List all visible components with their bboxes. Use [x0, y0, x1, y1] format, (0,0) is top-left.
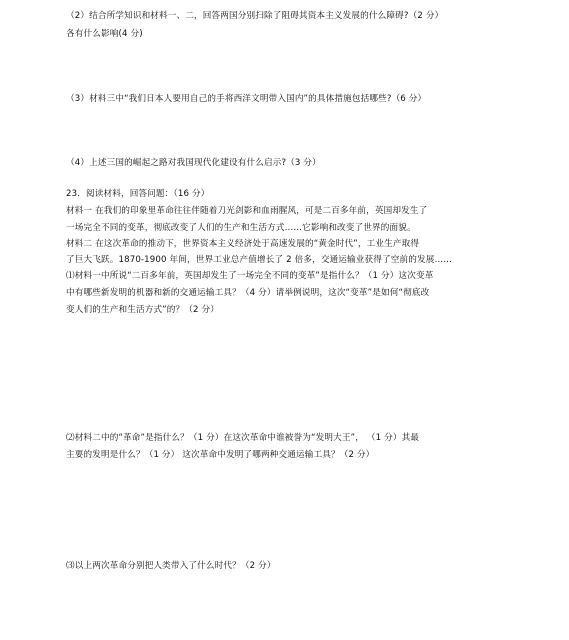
- material-2-line-1: 材料二 在这次革命的推动下，世界资本主义经济处于高速发展的“黄金时代”，工业生产取得: [66, 239, 420, 249]
- question-2-line-1: （2）结合所学知识和材料一、二，回答两国分别扫除了阻碍其资本主义发展的什么障碍?（2 分）: [66, 11, 444, 21]
- sub-question-3: ⑶以上两次革命分别把人类带入了什么时代？（2 分）: [66, 561, 276, 571]
- material-1-line-2: 一场完全不同的变革，彻底改变了人们的生产和生活方式……它影响和改变了世界的面貌。: [66, 223, 416, 233]
- question-23-title: 23．阅读材料，回答问题：（16 分）: [66, 189, 210, 199]
- question-2-line-2: 各有什么影响(4 分): [66, 29, 143, 39]
- question-4: （4）上述三国的崛起之路对我国现代化建设有什么启示?（3 分）: [66, 158, 321, 168]
- question-3: （3）材料三中“我们日本人要用自己的手将西洋文明带入国内”的具体措施包括哪些?（6 分）: [66, 94, 427, 104]
- sub-question-2-line-1: ⑵材料二中的“革命”是指什么？（1 分）在这次革命中谁被誉为“发明大王”， （1 分）其最: [66, 433, 420, 443]
- sub-question-1-line-2: 中有哪些新发明的机器和新的交通运输工具？（4 分）请举例说明，这次“变革”是如何“彻底改: [66, 288, 430, 298]
- sub-question-1-line-1: ⑴材料一中所说“二百多年前，英国却发生了一场完全不同的变革”是指什么？（1 分）这次变革: [66, 271, 434, 281]
- sub-question-1-line-3: 变人们的生产和生活方式”的？（2 分）: [66, 305, 220, 315]
- material-1-line-1: 材料一 在我们的印象里革命往往伴随着刀光剑影和血雨腥风，可是二百多年前，英国却发生了: [66, 206, 428, 216]
- sub-question-2-line-2: 主要的发明是什么？（1 分） 这次革命中发明了哪两种交通运输工具？（2 分）: [66, 450, 375, 460]
- material-2-line-2: 了巨大飞跃。1870-1900 年间，世界工业总产值增长了 2 倍多，交通运输业获得了空前的发展……: [66, 255, 452, 265]
